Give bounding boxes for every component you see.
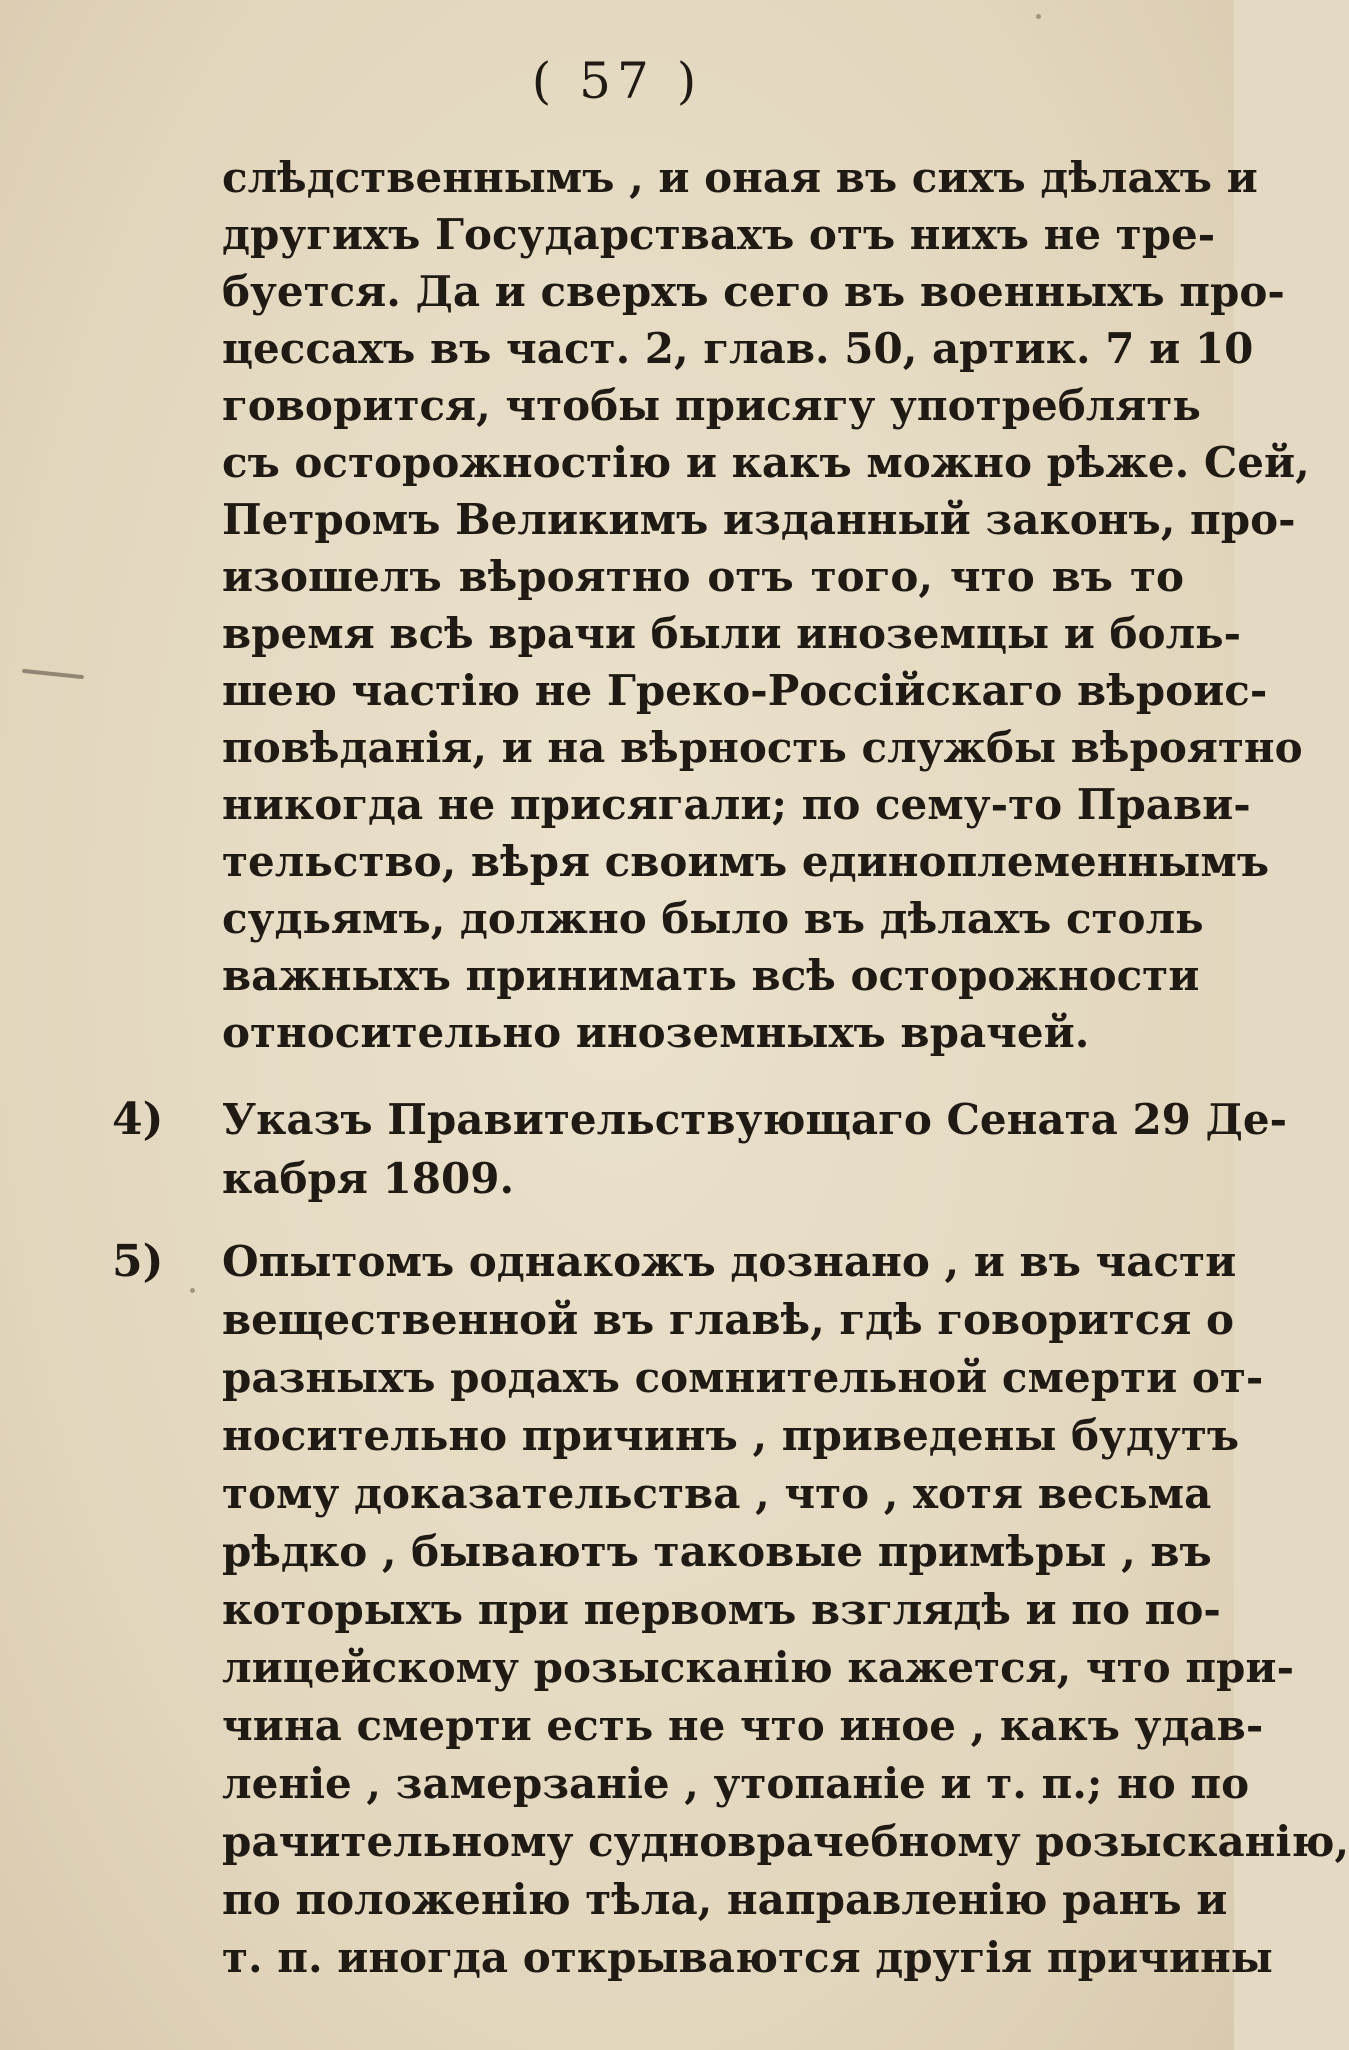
text-line: цессахъ въ част. 2, глав. 50, артик. 7 и 10 (222, 324, 1254, 373)
text-line: никогда не присягали; по сему-то Прави- (222, 780, 1251, 829)
text-line: чина смерти есть не что иное , какъ удав- (222, 1701, 1264, 1750)
text-line: судьямъ, должно было въ дѣлахъ столь (222, 894, 1204, 943)
text-line: т. п. иногда открываются другія причины (222, 1933, 1273, 1982)
text-line: говорится, чтобы присягу употреблять (222, 381, 1201, 430)
text-line: Указъ Правительствующаго Сената 29 Де- (222, 1095, 1288, 1144)
page-number: ( 57 ) (531, 52, 703, 110)
footnote-number: 4) (112, 1094, 164, 1145)
text-line: изошелъ вѣроятно отъ того, что въ то (222, 552, 1184, 601)
text-line: носительно причинъ , приведены будутъ (222, 1411, 1240, 1460)
text-line: важныхъ принимать всѣ осторожности (222, 951, 1200, 1000)
text-line: рачительному судноврачебному розысканію, (222, 1817, 1349, 1866)
text-line: по положенію тѣла, направленію ранъ и (222, 1875, 1228, 1924)
text-line: время всѣ врачи были иноземцы и боль- (222, 609, 1242, 658)
text-line: которыхъ при первомъ взглядѣ и по по- (222, 1585, 1221, 1634)
text-line: другихъ Государствахъ отъ нихъ не тре- (222, 210, 1216, 259)
text-line: Петромъ Великимъ изданный законъ, про- (222, 495, 1296, 544)
text-line: рѣдко , бываютъ таковые примѣры , въ (222, 1527, 1212, 1576)
text-line: повѣданія, и на вѣрность службы вѣроятно (222, 723, 1303, 772)
text-line: леніе , замерзаніе , утопаніе и т. п.; но по (222, 1759, 1250, 1808)
text-line: тому доказательства , что , хотя весьма (222, 1469, 1212, 1518)
text-line: съ осторожностію и какъ можно рѣже. Сей, (222, 438, 1310, 487)
text-line: Опытомъ однакожъ дознано , и въ части (222, 1237, 1237, 1286)
paper-speck (1036, 14, 1041, 19)
footnote-number: 5) (112, 1236, 164, 1287)
text-line: тельство, вѣря своимъ единоплеменнымъ (222, 837, 1270, 886)
text-line: относительно иноземныхъ врачей. (222, 1008, 1090, 1057)
text-line: буется. Да и сверхъ сего въ военныхъ про- (222, 267, 1285, 316)
text-line: разныхъ родахъ сомнительной смерти от- (222, 1353, 1264, 1402)
text-line: шею частію не Греко-Россійскаго вѣроис- (222, 666, 1268, 715)
ink-smudge (22, 669, 84, 679)
text-line: слѣдственнымъ , и оная въ сихъ дѣлахъ и (222, 153, 1258, 202)
paper-speck (190, 1288, 195, 1293)
text-line: лицейскому розысканію кажется, что при- (222, 1643, 1295, 1692)
text-line: вещественной въ главѣ, гдѣ говорится о (222, 1295, 1234, 1344)
text-line: кабря 1809. (222, 1154, 515, 1203)
